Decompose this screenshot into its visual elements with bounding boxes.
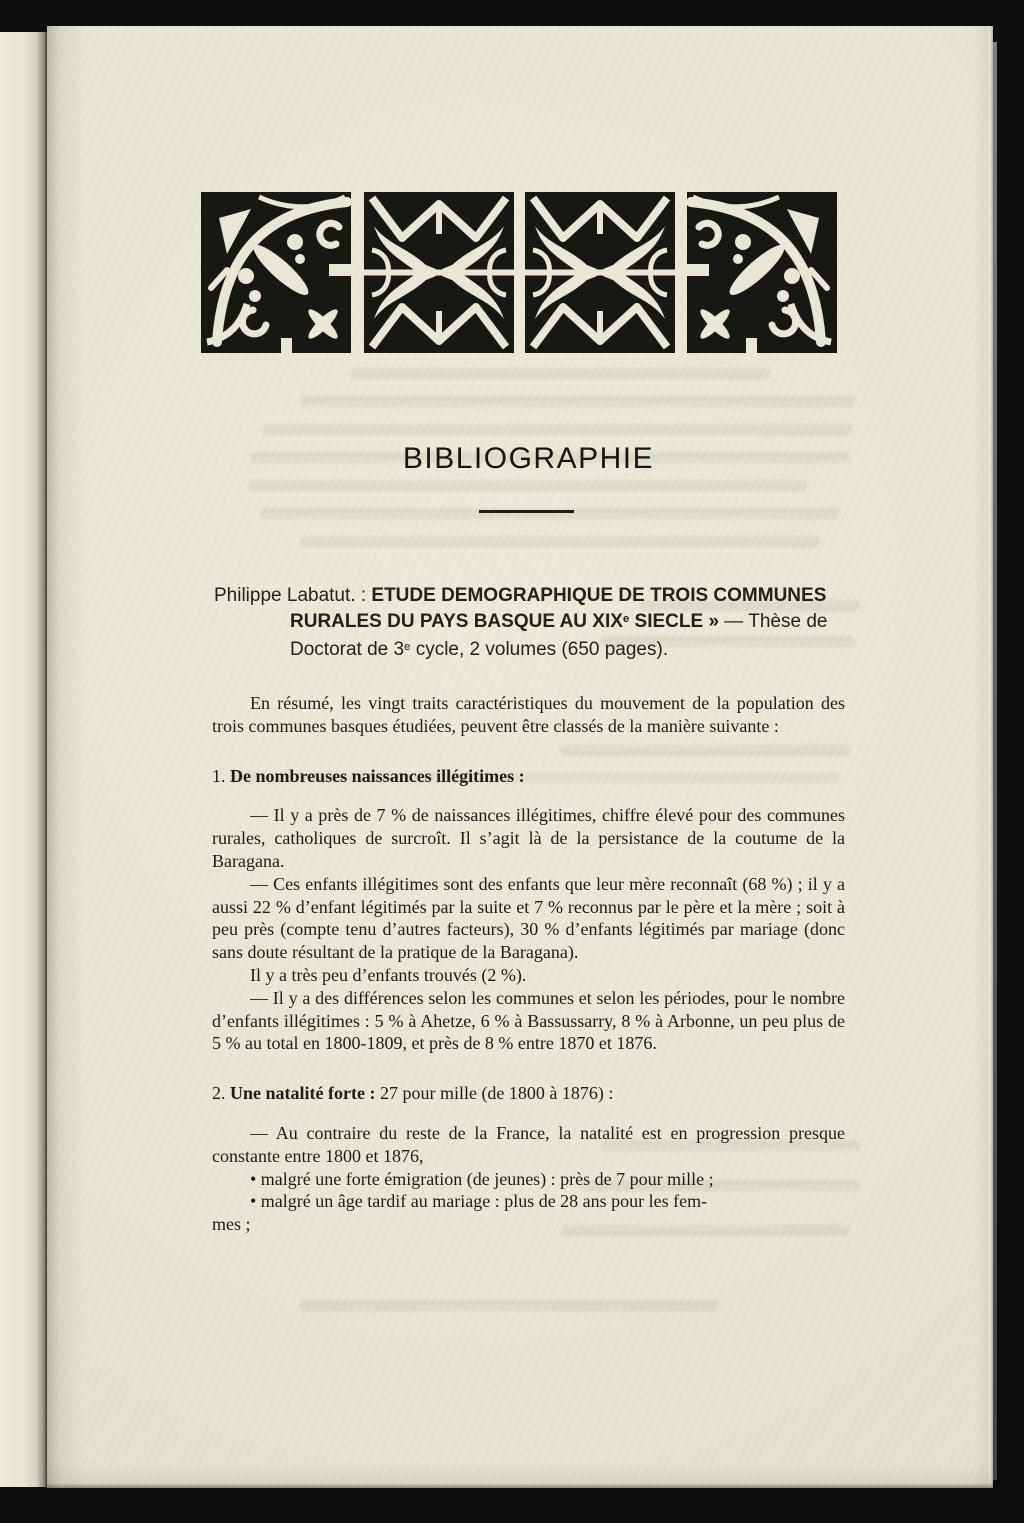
reference-superscript: e [404, 640, 411, 653]
facing-page [0, 32, 47, 1487]
reference-title-part3: SIECLE » [629, 611, 725, 632]
title-rule [479, 510, 574, 513]
page-content [47, 26, 993, 1488]
section1-para3: Il y a très peu d’enfants trouvés (2 %). [250, 964, 527, 985]
ornament-panel-left [201, 192, 351, 353]
reference-thesis-part1: — Thèse de [724, 611, 828, 632]
section-heading-rest: 27 pour mille (de 1800 à 1876) : [379, 1083, 614, 1104]
reference-superscript: e [622, 612, 630, 625]
section2-heading [212, 1082, 845, 1105]
section1-para4: — Il y a des différences selon les communes et selon les périodes, pour le nombre d’enfants illégitimes : 5 % à Ahetze, 6 % à Bassussarry, 8 % à Arbonne, un peu plus de 5 % au total en 1800-1809, et près de 8 % entre 1870 et 1876. [212, 987, 845, 1054]
section2-para1: — Au contraire du reste de la France, la natalité est en progression presque constante entre 1800 et 1876, [212, 1122, 845, 1166]
bullet-line: • malgré un âge tardif au mariage : plus de 28 ans pour les fem- [250, 1191, 708, 1212]
section-number: 1. [212, 765, 230, 786]
ornament-panel-middle-right [525, 192, 675, 353]
bullet-item-2 [212, 1190, 845, 1236]
reference-title-part1: ETUDE DEMOGRAPHIQUE DE TROIS COMMUNES [371, 585, 827, 606]
section1-para2: — Ces enfants illégitimes sont des enfants que leur mère reconnaît (68 %) ; il y a aussi 22 % d’enfant légitimés par la suite et 7 % reconnus par le père et la mère ; soit à peu près (compte tenu d’autres facteurs), 30 % d’enfants légitimés par mariage (donc sans doute résultant de la pratique de la Baragana). [212, 873, 845, 963]
reference-line [214, 609, 866, 637]
reference-line [214, 583, 866, 609]
intro-paragraph: En résumé, les vingt traits caractéristiques du mouvement de la population des trois communes basques étudiées, peuvent être classés de la manière suivante : [212, 693, 845, 736]
reference-line [214, 637, 866, 665]
reference-author: Philippe Labatut. : [214, 585, 372, 606]
ornament-panel-right [687, 192, 837, 353]
section1-heading [212, 765, 845, 788]
body-text [212, 692, 845, 1236]
reference-thesis-part2: Doctorat de 3 [290, 639, 405, 660]
reference-thesis-part3: cycle, 2 volumes (650 pages). [410, 639, 669, 660]
bullet-line: mes ; [212, 1214, 251, 1235]
reference-entry [214, 583, 866, 665]
section1-para1: — Il y a près de 7 % de naissances illégitimes, chiffre élevé pour des communes rurales, catholiques de surcroît. Il s’agit là de la persistance de la coutume de la Baragana. [212, 805, 845, 871]
bullet-item-1: • malgré une forte émigration (de jeunes) : près de 7 pour mille ; [250, 1168, 714, 1189]
section-heading-text: Une natalité forte : [230, 1083, 380, 1104]
page-title: BIBLIOGRAPHIE [402, 442, 655, 475]
section-heading-text: De nombreuses naissances illégitimes : [230, 765, 525, 786]
section-number: 2. [212, 1083, 230, 1104]
page-stack-edge [993, 42, 997, 1480]
ornament-panel-middle-left [364, 192, 514, 353]
woodcut-ornament [201, 192, 837, 353]
reference-title-part2: RURALES DU PAYS BASQUE AU XIX [290, 611, 623, 632]
book-page [47, 26, 993, 1488]
